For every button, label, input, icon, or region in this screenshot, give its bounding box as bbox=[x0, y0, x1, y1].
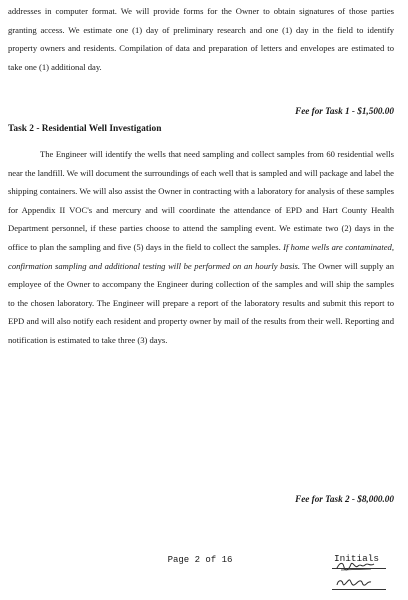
page-number: Page 2 of 16 bbox=[167, 555, 233, 565]
paragraph-task2-part2: The Owner will supply an employee of the Owner to accompany the Engineer during collection of the samples and will ship the samples to the chosen laboratory. The Engineer will prepare a report of the laboratory results and submit this report to EPD and will also notify each resident and property owner by mail of the results from their well. Reporting and notification is estimated to take three (3) days. bbox=[8, 260, 394, 345]
paragraph-task2-italic-note: If home wells are contaminated, confirmation sampling and additional testing will be performed on an hourly basis. bbox=[8, 241, 394, 271]
fee-task1: Fee for Task 1 - $1,500.00 bbox=[295, 106, 394, 116]
paragraph-task2-part1: The Engineer will identify the wells that need sampling and collect samples from 60 residential wells near the landfill. We will document the surroundings of each well that is sampled and will package and label the shipping containers. We will also assist the Owner in contracting with a laboratory for analysis of these samples for Appendix II VOC's and mercury and will coordinate the attendance of EPD and Hart County Health Department personnel, if these parties choose to attend the sampling event. We estimate two (2) days in the office to plan the sampling and five (5) days in the field to collect the samples. bbox=[8, 149, 394, 252]
task2-heading: Task 2 - Residential Well Investigation bbox=[8, 124, 162, 134]
initials-label: Initials bbox=[334, 553, 380, 564]
initials-line-2 bbox=[332, 589, 386, 590]
paragraph-task2 bbox=[8, 145, 394, 350]
initials-signature-1 bbox=[335, 560, 377, 572]
initials-signature-2 bbox=[334, 576, 376, 589]
fee-task2: Fee for Task 2 - $8,000.00 bbox=[295, 494, 394, 504]
paragraph-task1-continued: addresses in computer format. We will provide forms for the Owner to obtain signatures of those parties granting access. We estimate one (1) day of preliminary research and one (1) day in the field to identify property owners and residents. Compilation of data and preparation of letters and envelopes are estimated to take one (1) additional day. bbox=[8, 6, 394, 72]
initials-line-1 bbox=[332, 568, 386, 569]
